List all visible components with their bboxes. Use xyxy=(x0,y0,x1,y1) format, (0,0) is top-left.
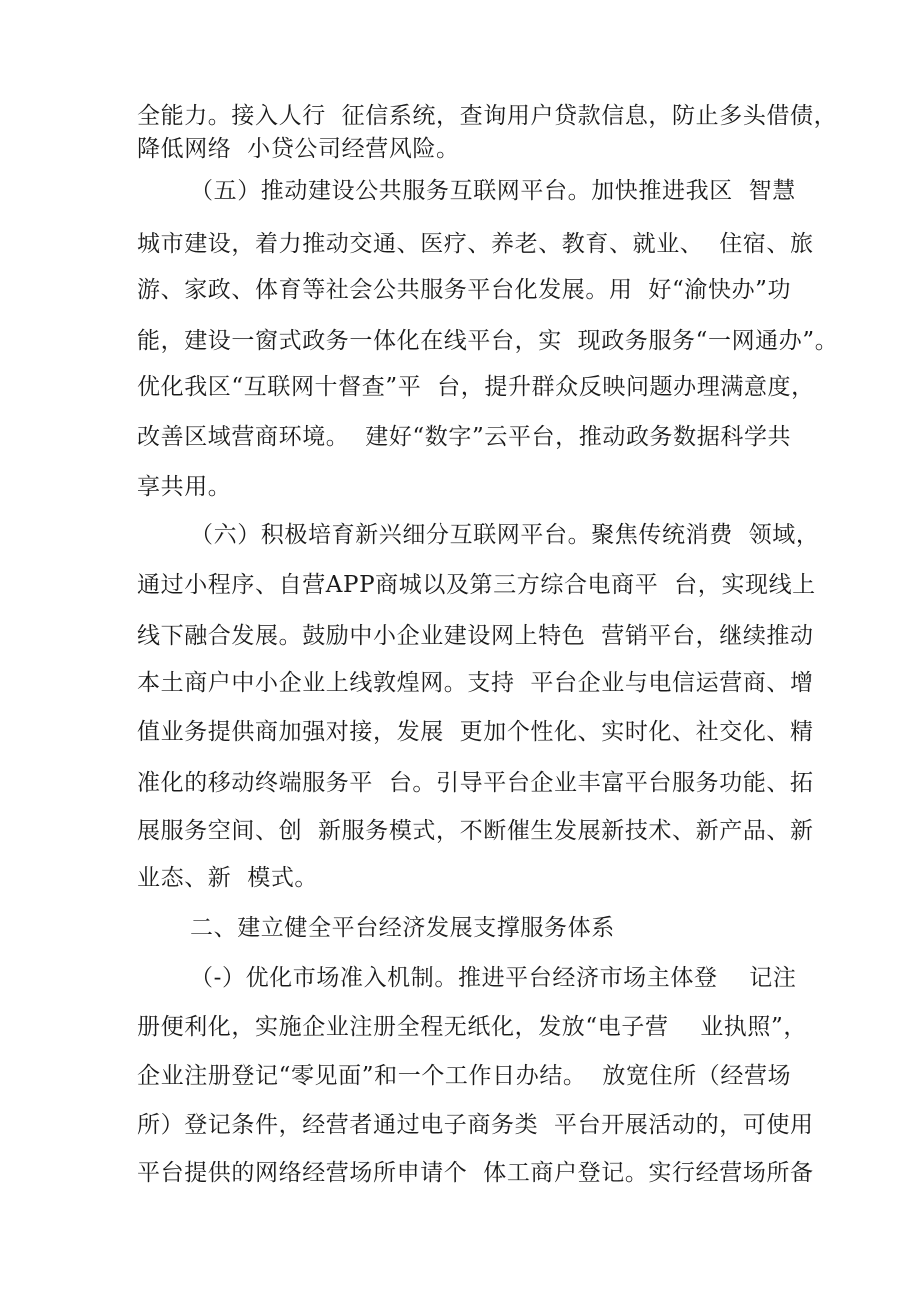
text-line: 优化我区“互联网十督查”平 台，提升群众反映问题办理满意度， xyxy=(137,374,815,400)
text-line: 能，建设一窗式政务一体化在线平台，实 现政务服务“一网通办”。 xyxy=(137,328,839,354)
text-line: 册便利化，实施企业注册全程无纸化，发放“电子营 业执照”， xyxy=(137,1014,807,1040)
text-line: （五）推动建设公共服务互联网平台。加快推进我区 智慧 xyxy=(190,178,796,204)
text-line: 通过小程序、自营APP商城以及第三方综合电商平 台，实现线上 xyxy=(137,572,816,598)
text-line: 企业注册登记“零见面”和一个工作日办结。 放宽住所（经营场 xyxy=(137,1063,792,1089)
text-line: 本土商户中小企业上线敦煌网。支持 平台企业与电信运营商、增 xyxy=(137,670,814,696)
text-line: 所）登记条件，经营者通过电子商务类 平台开展活动的，可使用 xyxy=(137,1112,814,1138)
text-line: 改善区域营商环境。 建好“数字”云平台，推动政务数据科学共 xyxy=(137,424,792,450)
text-line: （-）优化市场准入机制。推进平台经济市场主体登 记注 xyxy=(190,965,797,991)
text-line: 游、家政、体育等社会公共服务平台化发展。用 好“渝快办”功 xyxy=(137,277,792,303)
text-line: 全能力。接入人行 征信系统，查询用户贷款信息，防止多头借债， xyxy=(137,103,838,129)
text-line: （六）积极培育新兴细分互联网平台。聚焦传统消费 领域， xyxy=(190,522,820,548)
text-line: 值业务提供商加强对接，发展 更加个性化、实时化、社交化、精 xyxy=(137,719,814,745)
text-line: 降低网络 小贷公司经营风险。 xyxy=(137,136,460,162)
text-line: 城市建设，着力推动交通、医疗、养老、教育、就业、 住宿、旅 xyxy=(137,231,814,257)
text-line: 准化的移动终端服务平 台。引导平台企业丰富平台服务功能、拓 xyxy=(137,770,814,796)
text-line: 展服务空间、创 新服务模式，不断催生发展新技术、新产品、新 xyxy=(137,818,814,844)
text-line: 享共用。 xyxy=(137,474,232,500)
text-line: 线下融合发展。鼓励中小企业建设网上特色 营销平台，继续推动 xyxy=(137,623,814,649)
text-line: 业态、新 模式。 xyxy=(137,865,319,891)
section-heading: 二、建立健全平台经济发展支撑服务体系 xyxy=(190,915,615,941)
text-line: 平台提供的网络经营场所申请个 体工商户登记。实行经营场所备 xyxy=(137,1160,814,1186)
